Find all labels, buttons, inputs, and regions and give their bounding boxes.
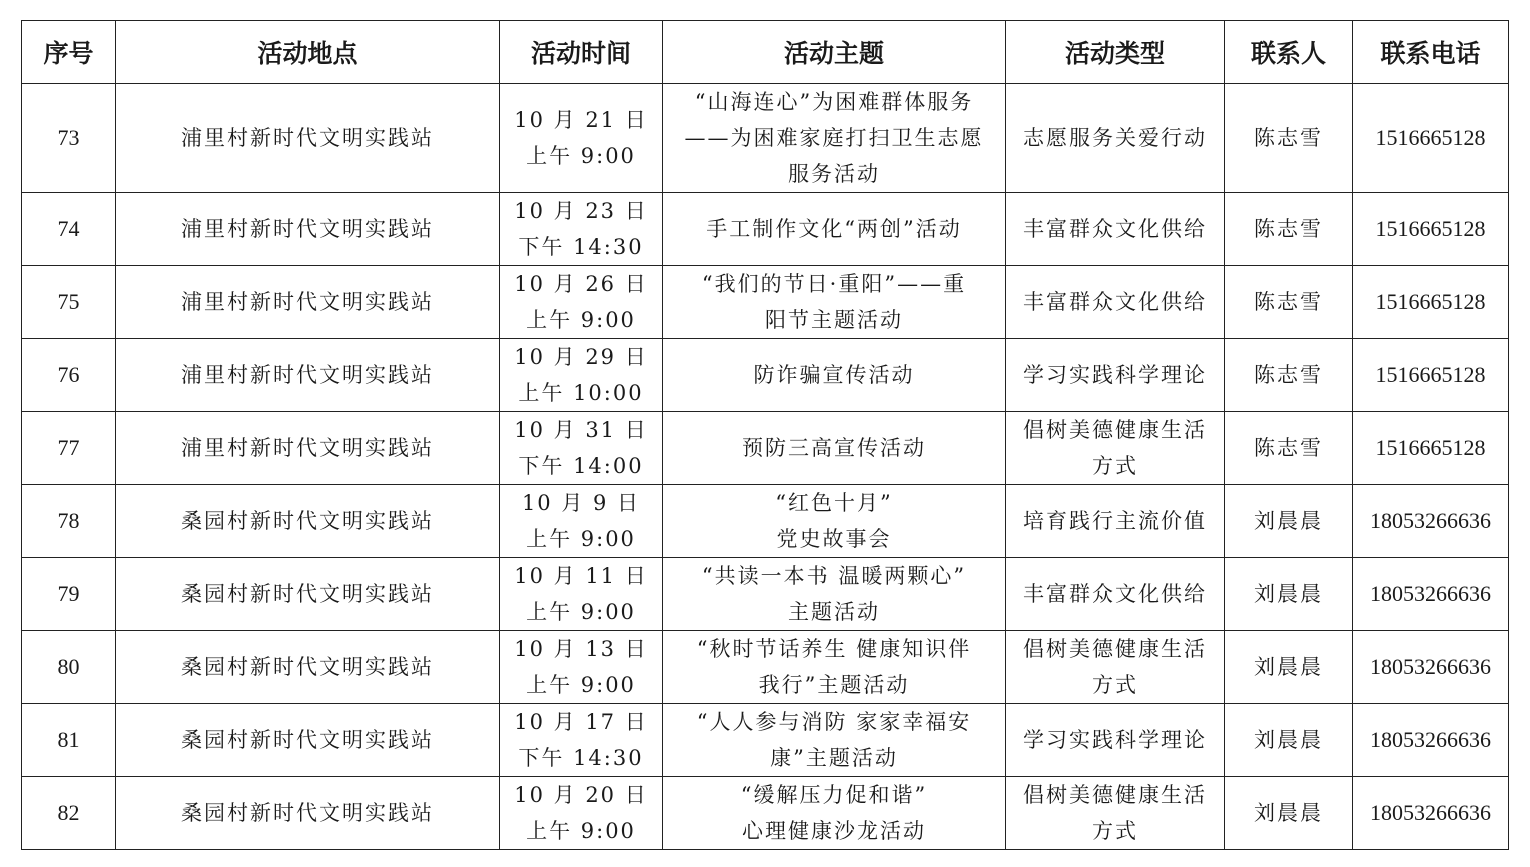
cell-time <box>500 266 663 339</box>
table-row <box>22 485 1509 558</box>
cell-type <box>1006 193 1225 266</box>
cell-type-line: 倡树美德健康生活 <box>1023 418 1207 442</box>
header-time: 活动时间 <box>500 21 663 84</box>
cell-time-line: 10 月 9 日 <box>521 491 641 515</box>
cell-theme <box>663 84 1006 193</box>
cell-time-line: 上午 9:00 <box>526 819 636 843</box>
cell-time-line: 10 月 11 日 <box>514 564 648 588</box>
cell-theme <box>663 193 1006 266</box>
cell-phone: 1516665128 <box>1353 84 1509 193</box>
cell-id: 75 <box>22 266 116 339</box>
cell-contact: 陈志雪 <box>1225 266 1353 339</box>
cell-time-line: 上午 10:00 <box>518 381 644 405</box>
cell-theme-line: 服务活动 <box>788 162 880 186</box>
cell-type <box>1006 84 1225 193</box>
cell-type-line: 学习实践科学理论 <box>1023 728 1207 752</box>
cell-time-line: 上午 9:00 <box>526 308 636 332</box>
cell-time-line: 下午 14:00 <box>518 454 644 478</box>
cell-id: 80 <box>22 631 116 704</box>
cell-time <box>500 631 663 704</box>
table-row <box>22 193 1509 266</box>
cell-contact: 陈志雪 <box>1225 339 1353 412</box>
cell-location: 浦里村新时代文明实践站 <box>116 266 500 339</box>
cell-type-line: 方式 <box>1092 673 1138 697</box>
cell-time-line: 上午 9:00 <box>526 144 636 168</box>
cell-time-line: 10 月 31 日 <box>514 418 648 442</box>
cell-theme <box>663 777 1006 850</box>
cell-time-line: 10 月 29 日 <box>514 345 648 369</box>
header-row <box>22 21 1509 84</box>
cell-time-line: 10 月 23 日 <box>514 199 648 223</box>
cell-theme-line: 康”主题活动 <box>770 746 898 770</box>
cell-time <box>500 84 663 193</box>
cell-theme-line: 心理健康沙龙活动 <box>742 819 926 843</box>
table-row <box>22 84 1509 193</box>
cell-time-line: 10 月 26 日 <box>514 272 648 296</box>
table-body <box>22 84 1509 850</box>
header-theme: 活动主题 <box>663 21 1006 84</box>
cell-contact: 陈志雪 <box>1225 412 1353 485</box>
cell-time-line: 上午 9:00 <box>526 673 636 697</box>
cell-theme <box>663 339 1006 412</box>
cell-phone: 18053266636 <box>1353 631 1509 704</box>
cell-type-line: 倡树美德健康生活 <box>1023 783 1207 807</box>
header-location: 活动地点 <box>116 21 500 84</box>
cell-location: 桑园村新时代文明实践站 <box>116 631 500 704</box>
table-row <box>22 631 1509 704</box>
cell-contact: 刘晨晨 <box>1225 631 1353 704</box>
cell-theme-line: ——为困难家庭打扫卫生志愿 <box>684 126 984 150</box>
cell-theme <box>663 631 1006 704</box>
cell-theme-line: “山海连心”为困难群体服务 <box>694 90 974 114</box>
cell-theme-line: “人人参与消防 家家幸福安 <box>696 710 972 734</box>
cell-phone: 1516665128 <box>1353 339 1509 412</box>
table-row <box>22 777 1509 850</box>
cell-type <box>1006 777 1225 850</box>
cell-theme-line: 防诈骗宣传活动 <box>753 363 915 387</box>
cell-theme-line: 我行”主题活动 <box>758 673 910 697</box>
cell-id: 74 <box>22 193 116 266</box>
cell-location: 桑园村新时代文明实践站 <box>116 704 500 777</box>
cell-time-line: 10 月 21 日 <box>514 108 648 132</box>
table-row <box>22 339 1509 412</box>
cell-id: 78 <box>22 485 116 558</box>
cell-time <box>500 412 663 485</box>
cell-theme-line: “我们的节日·重阳”——重 <box>701 272 967 296</box>
cell-id: 73 <box>22 84 116 193</box>
cell-time-line: 10 月 20 日 <box>514 783 648 807</box>
cell-phone: 1516665128 <box>1353 193 1509 266</box>
header-id: 序号 <box>22 21 116 84</box>
cell-theme <box>663 704 1006 777</box>
cell-type-line: 丰富群众文化供给 <box>1023 217 1207 241</box>
cell-phone: 18053266636 <box>1353 485 1509 558</box>
cell-contact: 刘晨晨 <box>1225 485 1353 558</box>
cell-type-line: 培育践行主流价值 <box>1023 509 1207 533</box>
cell-id: 82 <box>22 777 116 850</box>
cell-location: 浦里村新时代文明实践站 <box>116 84 500 193</box>
cell-theme <box>663 558 1006 631</box>
cell-id: 79 <box>22 558 116 631</box>
cell-theme-line: 党史故事会 <box>776 527 892 551</box>
cell-type <box>1006 558 1225 631</box>
cell-type-line: 方式 <box>1092 819 1138 843</box>
cell-id: 76 <box>22 339 116 412</box>
cell-type <box>1006 266 1225 339</box>
cell-phone: 18053266636 <box>1353 558 1509 631</box>
cell-time-line: 下午 14:30 <box>518 235 644 259</box>
cell-time <box>500 193 663 266</box>
cell-contact: 刘晨晨 <box>1225 558 1353 631</box>
cell-location: 浦里村新时代文明实践站 <box>116 339 500 412</box>
cell-type <box>1006 412 1225 485</box>
cell-theme-line: “缓解压力促和谐” <box>740 783 928 807</box>
header-contact: 联系人 <box>1225 21 1353 84</box>
cell-time-line: 10 月 17 日 <box>514 710 648 734</box>
cell-phone: 1516665128 <box>1353 266 1509 339</box>
cell-type-line: 志愿服务关爱行动 <box>1023 126 1207 150</box>
cell-type-line: 丰富群众文化供给 <box>1023 290 1207 314</box>
cell-contact: 刘晨晨 <box>1225 704 1353 777</box>
cell-phone: 18053266636 <box>1353 704 1509 777</box>
cell-theme <box>663 485 1006 558</box>
cell-location: 浦里村新时代文明实践站 <box>116 412 500 485</box>
cell-location: 桑园村新时代文明实践站 <box>116 777 500 850</box>
cell-id: 81 <box>22 704 116 777</box>
cell-time-line: 上午 9:00 <box>526 527 636 551</box>
cell-time <box>500 704 663 777</box>
header-type: 活动类型 <box>1006 21 1225 84</box>
cell-type <box>1006 485 1225 558</box>
cell-theme-line: “共读一本书 温暖两颗心” <box>701 564 967 588</box>
cell-contact: 陈志雪 <box>1225 193 1353 266</box>
cell-theme-line: “秋时节话养生 健康知识伴 <box>696 637 972 661</box>
table-row <box>22 412 1509 485</box>
table-row <box>22 558 1509 631</box>
cell-type-line: 方式 <box>1092 454 1138 478</box>
cell-contact: 刘晨晨 <box>1225 777 1353 850</box>
cell-theme <box>663 266 1006 339</box>
cell-theme-line: 预防三高宣传活动 <box>742 436 926 460</box>
cell-location: 浦里村新时代文明实践站 <box>116 193 500 266</box>
table-row <box>22 266 1509 339</box>
cell-type-line: 丰富群众文化供给 <box>1023 582 1207 606</box>
cell-time-line: 10 月 13 日 <box>514 637 648 661</box>
header-phone: 联系电话 <box>1353 21 1509 84</box>
cell-type <box>1006 704 1225 777</box>
cell-theme-line: 阳节主题活动 <box>765 308 903 332</box>
cell-theme-line: “红色十月” <box>775 491 893 515</box>
cell-location: 桑园村新时代文明实践站 <box>116 558 500 631</box>
cell-time <box>500 339 663 412</box>
activity-schedule-table <box>21 20 1509 850</box>
cell-time-line: 下午 14:30 <box>518 746 644 770</box>
cell-id: 77 <box>22 412 116 485</box>
cell-phone: 18053266636 <box>1353 777 1509 850</box>
cell-contact: 陈志雪 <box>1225 84 1353 193</box>
cell-theme-line: 主题活动 <box>788 600 880 624</box>
cell-theme-line: 手工制作文化“两创”活动 <box>706 217 962 241</box>
cell-phone: 1516665128 <box>1353 412 1509 485</box>
cell-type-line: 倡树美德健康生活 <box>1023 637 1207 661</box>
cell-theme <box>663 412 1006 485</box>
table-row <box>22 704 1509 777</box>
cell-type-line: 学习实践科学理论 <box>1023 363 1207 387</box>
cell-type <box>1006 631 1225 704</box>
cell-location: 桑园村新时代文明实践站 <box>116 485 500 558</box>
cell-time <box>500 777 663 850</box>
cell-time <box>500 558 663 631</box>
cell-time-line: 上午 9:00 <box>526 600 636 624</box>
cell-time <box>500 485 663 558</box>
cell-type <box>1006 339 1225 412</box>
